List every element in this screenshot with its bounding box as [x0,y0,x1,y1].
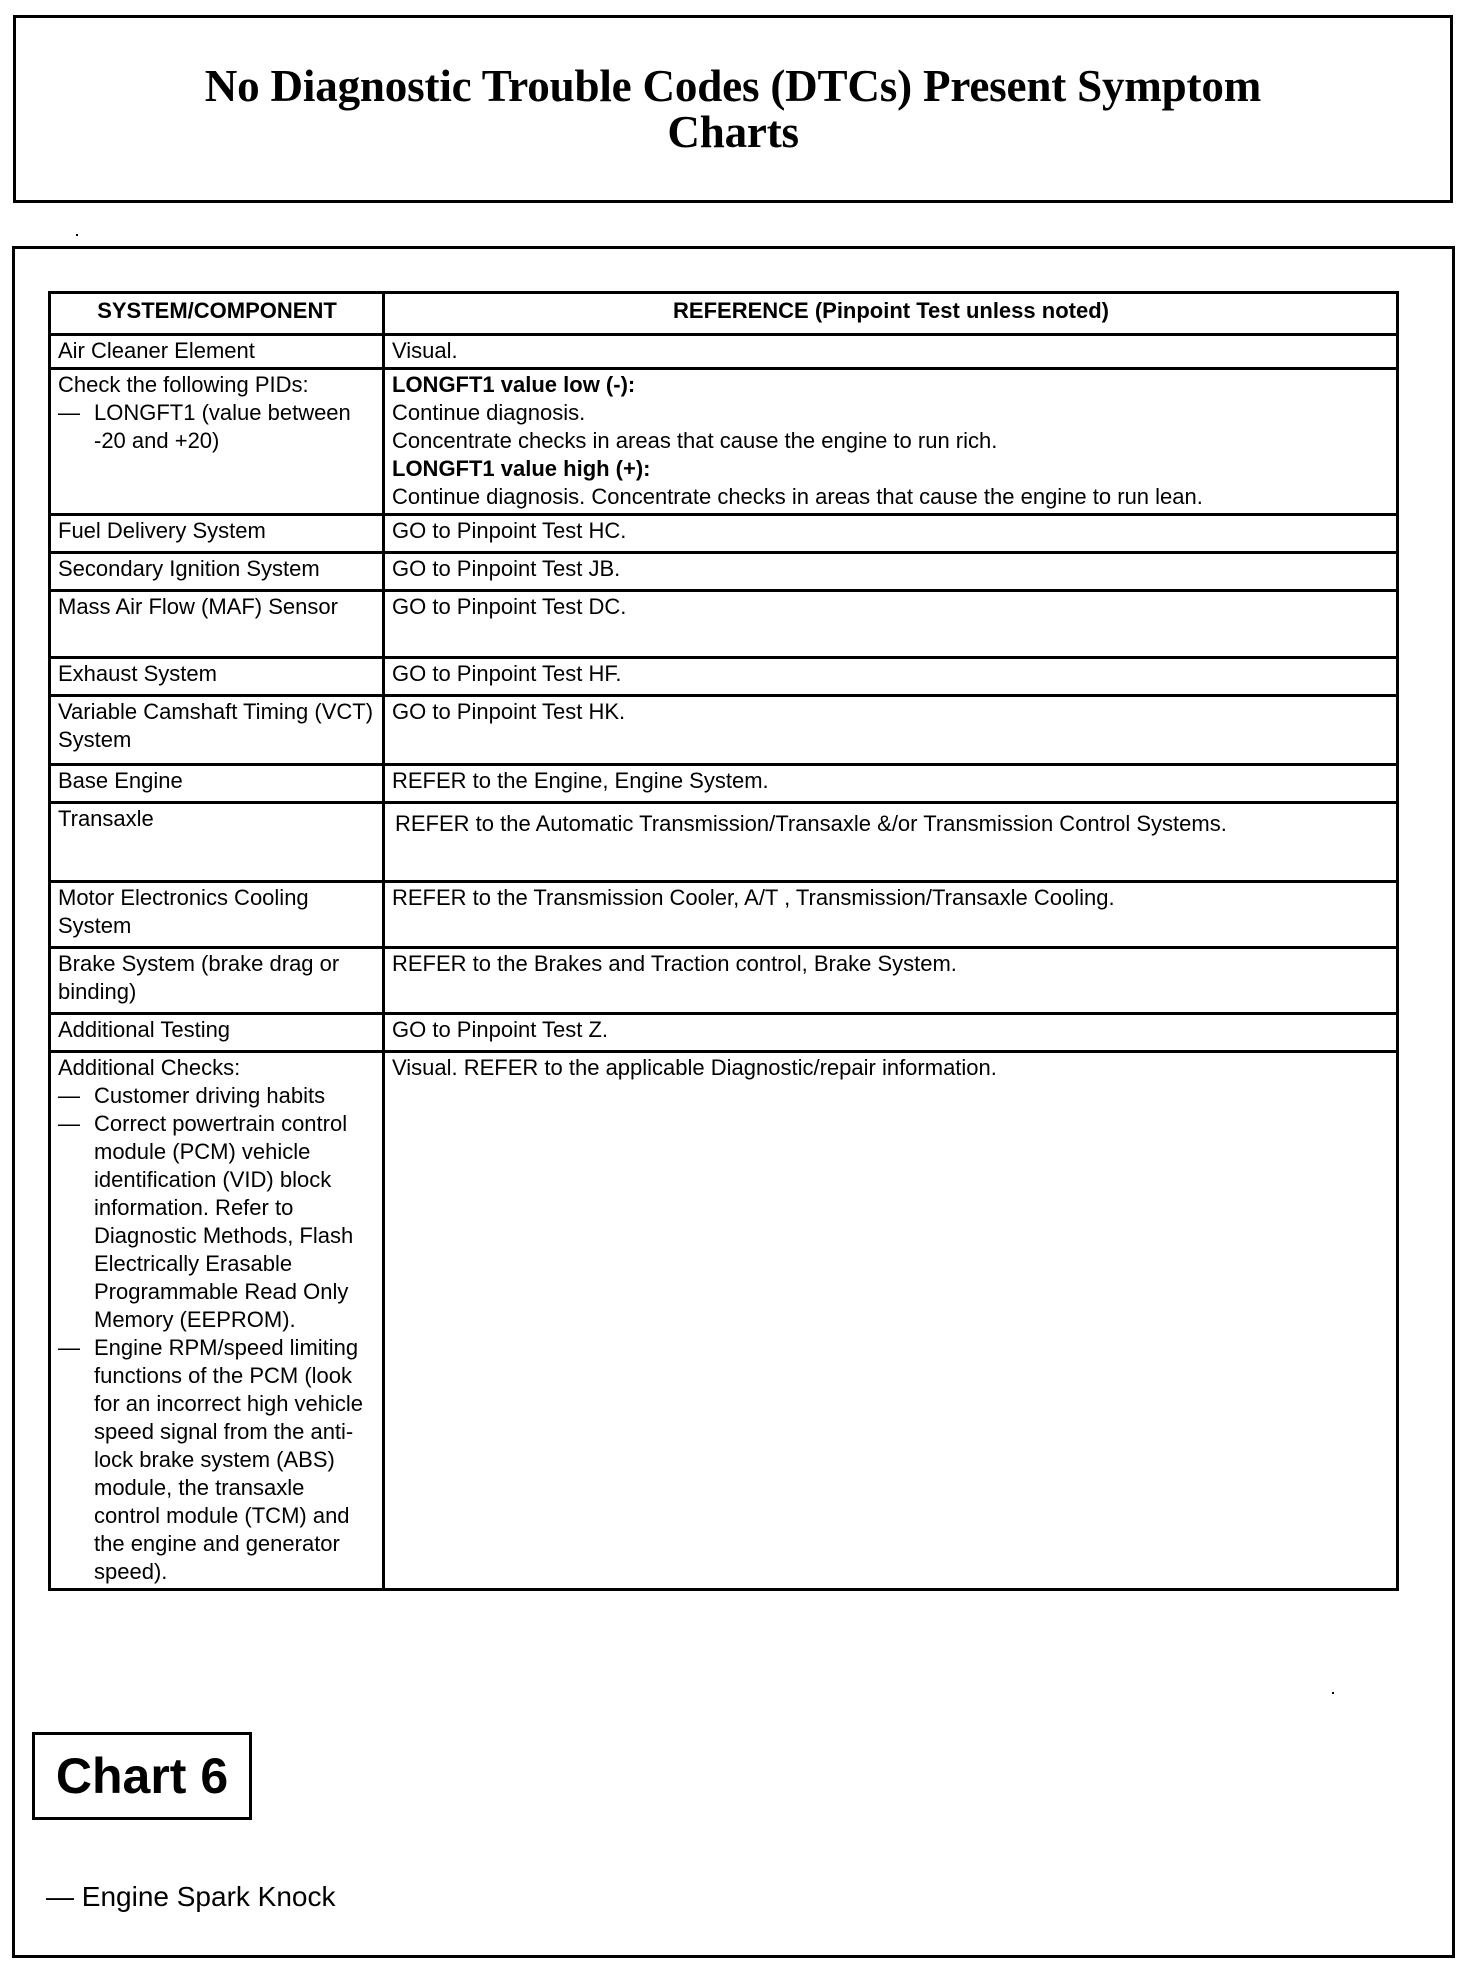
reference-text: Visual. REFER to the applicable Diagnostic/repair information. [392,1055,997,1080]
reference-text: GO to Pinpoint Test DC. [392,594,627,619]
table-header-row [50,293,1398,335]
reference-text: REFER to the Automatic Transmission/Transaxle &/or Transmission Control Systems. [395,811,1227,836]
system-text: Secondary Ignition System [58,556,320,581]
reference-cell [384,765,1398,803]
system-text: Variable Camshaft Timing (VCT) System [58,699,374,752]
reference-cell [384,948,1398,1014]
system-text: Brake System (brake drag or binding) [58,951,340,1004]
reference-cell [384,553,1398,591]
system-text: Fuel Delivery System [58,518,266,543]
table-row [50,658,1398,696]
page-title-line-2: Charts [667,106,799,157]
system-text: Transaxle [58,806,154,831]
scan-speck [1332,1692,1334,1694]
system-heading: Check the following PIDs: [58,372,309,397]
reference-text: REFER to the Engine, Engine System. [392,768,769,793]
table-row [50,591,1398,658]
table-row [50,1014,1398,1052]
reference-text: REFER to the Transmission Cooler, A/T , Transmission/Transaxle Cooling. [392,885,1115,910]
system-cell [50,515,384,553]
system-cell [50,1052,384,1590]
reference-subheading: LONGFT1 value high (+): [392,456,651,481]
table-row [50,1052,1398,1590]
reference-cell [384,658,1398,696]
reference-cell [384,882,1398,948]
system-text: Mass Air Flow (MAF) Sensor [58,594,338,619]
table-row [50,803,1398,882]
system-text: Exhaust System [58,661,217,686]
symptom-list-item [46,1880,336,1914]
system-cell [50,882,384,948]
reference-cell [384,335,1398,369]
system-cell [50,369,384,515]
table-row [50,335,1398,369]
chart-number-label: Chart 6 [32,1732,252,1820]
system-cell [50,1014,384,1052]
system-cell [50,591,384,658]
reference-cell [384,803,1398,882]
system-text: Additional Testing [58,1017,231,1042]
reference-text: GO to Pinpoint Test HK. [392,699,626,724]
page-title-box [13,15,1453,203]
system-cell [50,658,384,696]
reference-text: GO to Pinpoint Test JB. [392,556,621,581]
table-row [50,553,1398,591]
system-cell [50,553,384,591]
reference-text: GO to Pinpoint Test Z. [392,1017,609,1042]
scan-speck [76,234,78,236]
dash-bullet-icon: — [58,1083,80,1108]
system-bullet-item: — Engine RPM/speed limiting functions of the PCM (look for an incorrect high vehicle speed signal from the anti-lock brake system (ABS) module, the transaxle control module (TCM) and the engine and generator speed). [58,1335,364,1584]
reference-text: GO to Pinpoint Test HF. [392,661,622,686]
system-heading: Additional Checks: [58,1055,241,1080]
column-header-system: SYSTEM/COMPONENT [50,293,384,335]
dash-bullet-icon: — [58,1335,80,1360]
system-cell [50,803,384,882]
reference-text: Continue diagnosis. [392,400,586,425]
dash-bullet-icon: — [58,1111,80,1136]
table-row [50,882,1398,948]
symptom-reference-table [48,291,1399,1591]
column-header-reference: REFERENCE (Pinpoint Test unless noted) [384,293,1398,335]
system-bullet-item: — Customer driving habits [58,1083,326,1108]
system-text: Motor Electronics Cooling System [58,885,309,938]
system-bullet-item: — Correct powertrain control module (PCM) vehicle identification (VID) block information. Refer to Diagnostic Methods, Flash Electrically Erasable Programmable Read Only Memory (EEPROM). [58,1111,354,1332]
table-row [50,515,1398,553]
table-row [50,696,1398,765]
table-row [50,369,1398,515]
system-cell [50,765,384,803]
system-text: Air Cleaner Element [58,338,255,363]
dash-bullet-icon: — [58,400,80,425]
reference-cell [384,1014,1398,1052]
system-cell [50,696,384,765]
table-row [50,765,1398,803]
reference-text: GO to Pinpoint Test HC. [392,518,627,543]
system-cell [50,948,384,1014]
symptom-text: Engine Spark Knock [81,1881,336,1912]
reference-text: REFER to the Brakes and Traction control, Brake System. [392,951,957,976]
system-cell [50,335,384,369]
reference-text: Concentrate checks in areas that cause the engine to run rich. [392,428,998,453]
reference-cell [384,515,1398,553]
reference-text: Visual. [392,338,458,363]
reference-cell [384,1052,1398,1590]
reference-subheading: LONGFT1 value low (-): [392,372,636,397]
system-text: Base Engine [58,768,183,793]
dash-bullet-icon: — [46,1881,74,1912]
table-row [50,948,1398,1014]
page-title-line-1: No Diagnostic Trouble Codes (DTCs) Present Symptom [204,60,1262,111]
reference-cell [384,591,1398,658]
reference-cell [384,696,1398,765]
reference-text: Continue diagnosis. Concentrate checks in areas that cause the engine to run lean. [392,484,1203,509]
system-bullet-item: — LONGFT1 (value between -20 and +20) [58,400,351,453]
reference-cell [384,369,1398,515]
